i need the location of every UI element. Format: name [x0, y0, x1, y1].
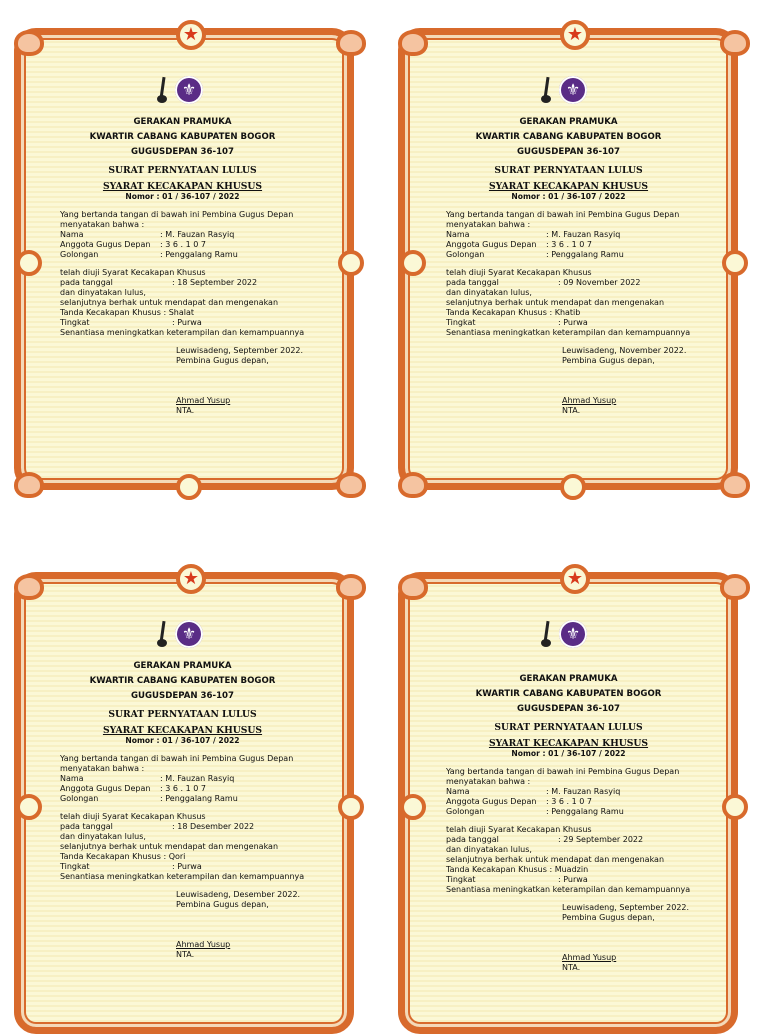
title-line2: SYARAT KECAKAPAN KHUSUS: [102, 725, 263, 736]
pembina-label: Pembina Gugus depan,: [562, 356, 655, 365]
nama-label: Nama: [60, 774, 84, 783]
signature-name: Ahmad Yusup: [562, 396, 617, 405]
tingkat-value: : Purwa: [172, 318, 202, 327]
corner-emblem-icon: [398, 30, 428, 56]
gudep-name: GUGUSDEPAN 36-107: [130, 147, 235, 157]
pada-tanggal-label: pada tanggal: [60, 278, 113, 287]
certificate-content: [446, 115, 736, 416]
corner-emblem-icon: [720, 574, 750, 600]
pada-tanggal-label: pada tanggal: [60, 822, 113, 831]
berhak-text: selanjutnya berhak untuk mendapat dan mengenakan: [446, 298, 665, 307]
title-line2: SYARAT KECAKAPAN KHUSUS: [102, 181, 263, 192]
anggota-label: Anggota Gugus Depan: [60, 240, 151, 249]
tingkat-label: Tingkat: [446, 875, 476, 884]
anggota-value: : 3 6 . 1 0 7: [546, 240, 592, 249]
tingkat-value: : Purwa: [558, 875, 588, 884]
place-date: Leuwisadeng, September 2022.: [176, 346, 304, 355]
nta-label: NTA.: [562, 406, 581, 415]
tkk-label: Tanda Kecakapan Khusus :: [446, 308, 553, 317]
gudep-name: GUGUSDEPAN 36-107: [516, 147, 621, 157]
anggota-label: Anggota Gugus Depan: [446, 797, 537, 806]
berhak-text: selanjutnya berhak untuk mendapat dan mengenakan: [446, 855, 665, 864]
nama-label: Nama: [446, 787, 470, 796]
knot-icon: [560, 474, 586, 500]
lulus-text: dan dinyatakan lulus,: [446, 845, 532, 854]
title-line1: SURAT PERNYATAAN LULUS: [108, 165, 257, 176]
corner-emblem-icon: [14, 30, 44, 56]
intro-line1: Yang bertanda tangan di bawah ini Pembina Gugus Depan: [446, 767, 680, 776]
place-date: Leuwisadeng, September 2022.: [562, 903, 690, 912]
corner-emblem-icon: [336, 574, 366, 600]
tanggal-value: : 18 September 2022: [172, 278, 258, 287]
tunas-kelapa-icon: [541, 621, 553, 647]
senantiasa-text: Senantiasa meningkatkan keterampilan dan kemampuannya: [60, 872, 305, 881]
tunas-kelapa-icon: [541, 77, 553, 103]
place-date: Leuwisadeng, November 2022.: [562, 346, 687, 355]
corner-emblem-icon: [720, 30, 750, 56]
tkk-label: Tanda Kecakapan Khusus :: [446, 865, 553, 874]
lulus-text: dan dinyatakan lulus,: [60, 832, 146, 841]
knot-icon: [400, 794, 426, 820]
anggota-label: Anggota Gugus Depan: [60, 784, 151, 793]
title-line1: SURAT PERNYATAAN LULUS: [494, 722, 643, 733]
nama-value: : M. Fauzan Rasyiq: [160, 774, 235, 783]
pembina-label: Pembina Gugus depan,: [562, 913, 655, 922]
nama-value: : M. Fauzan Rasyiq: [546, 230, 621, 239]
berhak-text: selanjutnya berhak untuk mendapat dan mengenakan: [60, 298, 279, 307]
nomor: Nomor : 01 / 36-107 / 2022: [125, 736, 240, 745]
certificate-3: [0, 544, 360, 1024]
certificate-content: [60, 659, 350, 960]
nta-label: NTA.: [176, 406, 195, 415]
certificate-content: [60, 115, 350, 416]
wosm-emblem-icon: [559, 620, 587, 648]
tunas-kelapa-icon: [157, 77, 169, 103]
wosm-emblem-icon: [175, 76, 203, 104]
lulus-text: dan dinyatakan lulus,: [60, 288, 146, 297]
org-name: GERAKAN PRAMUKA: [133, 117, 232, 127]
corner-emblem-icon: [336, 30, 366, 56]
wosm-emblem-icon: [559, 76, 587, 104]
logo-group: [0, 620, 360, 648]
diuji-text: telah diuji Syarat Kecakapan Khusus: [60, 812, 206, 821]
org-name: GERAKAN PRAMUKA: [519, 674, 618, 684]
nama-value: : M. Fauzan Rasyiq: [160, 230, 235, 239]
tkk-value: Shalat: [168, 308, 195, 317]
star-emblem-icon: ★: [560, 564, 590, 594]
logo-group: [384, 620, 744, 648]
pembina-label: Pembina Gugus depan,: [176, 900, 269, 909]
place-date: Leuwisadeng, Desember 2022.: [176, 890, 301, 899]
golongan-label: Golongan: [446, 807, 485, 816]
lulus-text: dan dinyatakan lulus,: [446, 288, 532, 297]
diuji-text: telah diuji Syarat Kecakapan Khusus: [446, 268, 592, 277]
golongan-value: : Penggalang Ramu: [160, 250, 238, 259]
logo-group: [0, 76, 360, 104]
intro-line1: Yang bertanda tangan di bawah ini Pembina Gugus Depan: [446, 210, 680, 219]
certificate-4: [384, 544, 744, 1024]
tkk-value: Khatib: [554, 308, 581, 317]
nama-label: Nama: [446, 230, 470, 239]
tingkat-value: : Purwa: [172, 862, 202, 871]
tkk-label: Tanda Kecakapan Khusus :: [60, 308, 167, 317]
wosm-emblem-icon: [175, 620, 203, 648]
intro-line1: Yang bertanda tangan di bawah ini Pembina Gugus Depan: [60, 754, 294, 763]
knot-icon: [16, 794, 42, 820]
anggota-value: : 3 6 . 1 0 7: [160, 784, 206, 793]
signature-name: Ahmad Yusup: [176, 940, 231, 949]
star-emblem-icon: ★: [560, 20, 590, 50]
anggota-value: : 3 6 . 1 0 7: [160, 240, 206, 249]
kwartir-name: KWARTIR CABANG KABUPATEN BOGOR: [475, 132, 662, 142]
golongan-label: Golongan: [60, 250, 99, 259]
title-line1: SURAT PERNYATAAN LULUS: [494, 165, 643, 176]
tanggal-value: : 29 September 2022: [558, 835, 644, 844]
intro-line2: menyatakan bahwa :: [60, 764, 145, 773]
tingkat-value: : Purwa: [558, 318, 588, 327]
intro-line1: Yang bertanda tangan di bawah ini Pembina Gugus Depan: [60, 210, 294, 219]
golongan-label: Golongan: [60, 794, 99, 803]
diuji-text: telah diuji Syarat Kecakapan Khusus: [60, 268, 206, 277]
knot-icon: [400, 250, 426, 276]
senantiasa-text: Senantiasa meningkatkan keterampilan dan kemampuannya: [446, 885, 691, 894]
nomor: Nomor : 01 / 36-107 / 2022: [125, 192, 240, 201]
kwartir-name: KWARTIR CABANG KABUPATEN BOGOR: [475, 689, 662, 699]
pembina-label: Pembina Gugus depan,: [176, 356, 269, 365]
tingkat-label: Tingkat: [60, 318, 90, 327]
golongan-value: : Penggalang Ramu: [546, 807, 624, 816]
org-name: GERAKAN PRAMUKA: [519, 117, 618, 127]
corner-emblem-icon: [398, 472, 428, 498]
tkk-value: Qori: [168, 852, 186, 861]
knot-icon: [176, 474, 202, 500]
senantiasa-text: Senantiasa meningkatkan keterampilan dan kemampuannya: [60, 328, 305, 337]
corner-emblem-icon: [14, 574, 44, 600]
intro-line2: menyatakan bahwa :: [446, 777, 531, 786]
pada-tanggal-label: pada tanggal: [446, 835, 499, 844]
tanggal-value: : 18 Desember 2022: [172, 822, 255, 831]
certificate-1: [0, 0, 360, 480]
tanggal-value: : 09 November 2022: [558, 278, 641, 287]
star-emblem-icon: ★: [176, 564, 206, 594]
corner-emblem-icon: [14, 472, 44, 498]
nta-label: NTA.: [562, 963, 581, 972]
golongan-value: : Penggalang Ramu: [546, 250, 624, 259]
tkk-label: Tanda Kecakapan Khusus :: [60, 852, 167, 861]
signature-name: Ahmad Yusup: [176, 396, 231, 405]
tunas-kelapa-icon: [157, 621, 169, 647]
signature-name: Ahmad Yusup: [562, 953, 617, 962]
nomor: Nomor : 01 / 36-107 / 2022: [511, 749, 626, 758]
anggota-value: : 3 6 . 1 0 7: [546, 797, 592, 806]
corner-emblem-icon: [336, 472, 366, 498]
title-line1: SURAT PERNYATAAN LULUS: [108, 709, 257, 720]
golongan-label: Golongan: [446, 250, 485, 259]
kwartir-name: KWARTIR CABANG KABUPATEN BOGOR: [89, 676, 276, 686]
tingkat-label: Tingkat: [446, 318, 476, 327]
corner-emblem-icon: [720, 472, 750, 498]
certificate-2: [384, 0, 744, 480]
nama-value: : M. Fauzan Rasyiq: [546, 787, 621, 796]
corner-emblem-icon: [398, 574, 428, 600]
knot-icon: [16, 250, 42, 276]
gudep-name: GUGUSDEPAN 36-107: [130, 691, 235, 701]
gudep-name: GUGUSDEPAN 36-107: [516, 704, 621, 714]
title-line2: SYARAT KECAKAPAN KHUSUS: [488, 738, 649, 749]
golongan-value: : Penggalang Ramu: [160, 794, 238, 803]
title-line2: SYARAT KECAKAPAN KHUSUS: [488, 181, 649, 192]
org-name: GERAKAN PRAMUKA: [133, 661, 232, 671]
anggota-label: Anggota Gugus Depan: [446, 240, 537, 249]
nta-label: NTA.: [176, 950, 195, 959]
senantiasa-text: Senantiasa meningkatkan keterampilan dan kemampuannya: [446, 328, 691, 337]
kwartir-name: KWARTIR CABANG KABUPATEN BOGOR: [89, 132, 276, 142]
tkk-value: Muadzin: [554, 865, 589, 874]
logo-group: [384, 76, 744, 104]
certificate-content: [446, 672, 736, 973]
intro-line2: menyatakan bahwa :: [60, 220, 145, 229]
nama-label: Nama: [60, 230, 84, 239]
tingkat-label: Tingkat: [60, 862, 90, 871]
diuji-text: telah diuji Syarat Kecakapan Khusus: [446, 825, 592, 834]
nomor: Nomor : 01 / 36-107 / 2022: [511, 192, 626, 201]
pada-tanggal-label: pada tanggal: [446, 278, 499, 287]
star-emblem-icon: ★: [176, 20, 206, 50]
berhak-text: selanjutnya berhak untuk mendapat dan mengenakan: [60, 842, 279, 851]
intro-line2: menyatakan bahwa :: [446, 220, 531, 229]
